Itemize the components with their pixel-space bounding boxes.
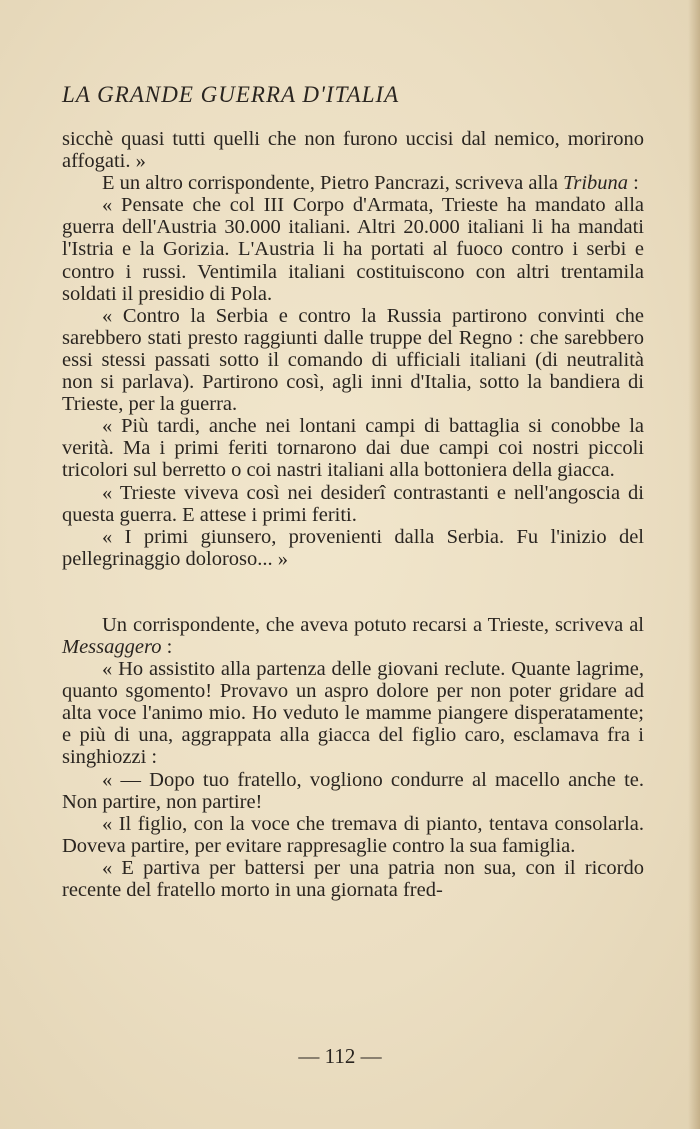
paragraph-messaggero-intro [62, 614, 644, 658]
paragraph-quote: « Pensate che col III Corpo d'Armata, Trieste ha mandato alla guerra dell'Austria 30.000 italiani. Altri 20.000 italiani li ha mandati l'Istria e la Gorizia. L'Austria li ha portati al fuoco contro i serbi e contro i russi. Ventimila italiani costituiscono con altri trentamila soldati il presidio di Pola. [62, 194, 644, 305]
page-edge-shadow [688, 0, 700, 1129]
running-head: LA GRANDE GUERRA D'ITALIA [62, 82, 400, 107]
paragraph-continuation: sicchè quasi tutti quelli che non furono uccisi dal nemico, morirono affogati. » [62, 128, 644, 173]
newspaper-title-messaggero: Messaggero [62, 635, 162, 658]
newspaper-title-tribuna: Tribuna [563, 172, 629, 195]
paragraph-pancrazi-intro [62, 172, 644, 194]
paragraph-quote: « Più tardi, anche nei lontani campi di battaglia si conobbe la verità. Ma i primi feriti tornarono dai due campi coi nostri piccoli tricolori sul berretto o coi nastri italiani alla bottoniera della giacca. [62, 415, 644, 482]
paragraph-text: E un altro corrispondente, Pietro Pancrazi, scriveva alla [102, 172, 564, 195]
body-text [62, 128, 644, 901]
paragraph-quote: « I primi giunsero, provenienti dalla Serbia. Fu l'inizio del pellegrinaggio doloroso... » [62, 525, 644, 570]
paragraph-quote: « Trieste viveva così nei desiderî contrastanti e nell'angoscia di questa guerra. E attese i primi feriti. [62, 481, 644, 526]
paragraph-quote: « — Dopo tuo fratello, vogliono condurre al macello anche te. Non partire, non partire! [62, 768, 644, 813]
paragraph-quote: « Ho assistito alla partenza delle giovani reclute. Quante lagrime, quanto sgomento! Provavo un aspro dolore per non poter gridare ad alta voce l'animo mio. Ho veduto le mamme piangere disperatamente; e più di una, aggrappata alla giacca del figlio caro, esclamava fra i singhiozzi : [62, 658, 644, 769]
paragraph-quote: « E partiva per battersi per una patria non sua, con il ricordo recente del fratello morto in una giornata fred- [62, 856, 644, 901]
paragraph-quote: « Il figlio, con la voce che tremava di pianto, tentava consolarla. Doveva partire, per evitare rappresaglie contro la sua famiglia. [62, 812, 644, 857]
page-number: — 112 — [298, 1044, 382, 1068]
paragraph-text: : [161, 635, 173, 658]
paragraph-text: Un corrispondente, che aveva potuto recarsi a Trieste, scriveva al [102, 613, 644, 636]
paragraph-text: : [628, 172, 639, 195]
paragraph-quote: « Contro la Serbia e contro la Russia partirono convinti che sarebbero stati presto raggiunti dalle truppe del Regno : che sarebbero essi stessi passati sotto il comando di ufficiali italiani (di neutralità non si parlava). Partirono così, agli inni d'Italia, sotto la bandiera di Trieste, per la guerra. [62, 304, 644, 416]
